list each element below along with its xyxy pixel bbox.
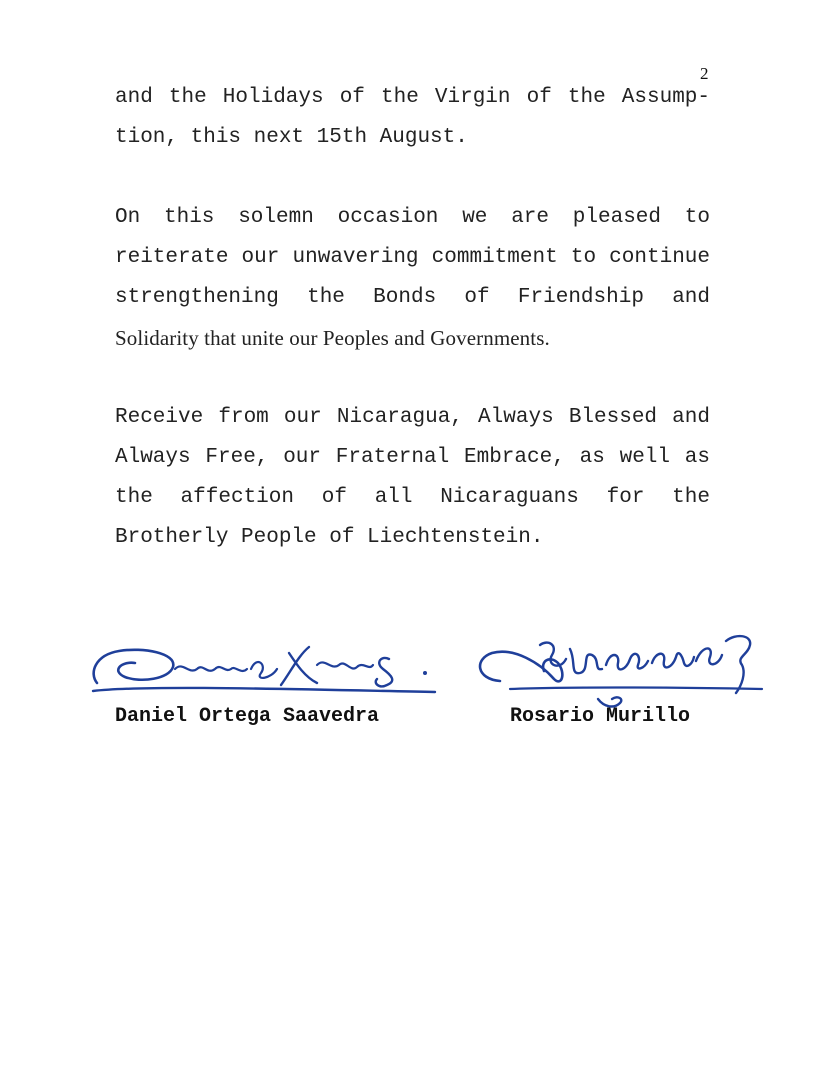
- paragraph-line: Solidarity that unite our Peoples and Governments.: [115, 326, 550, 350]
- paragraph-line: Receive from our Nicaragua, Always Blessed and: [115, 406, 710, 429]
- paragraph-line: reiterate our unwavering commitment to continue: [115, 246, 710, 269]
- paragraph-line: tion, this next 15th August.: [115, 126, 468, 149]
- paragraph-line: and the Holidays of the Virgin of the Assump-: [115, 86, 710, 109]
- signature-ortega: [85, 625, 445, 705]
- signature-murillo: [470, 615, 770, 715]
- paragraph-line: the affection of all Nicaraguans for the: [115, 486, 710, 509]
- signer-name-murillo: Rosario Murillo: [510, 705, 691, 728]
- paragraph-line: Always Free, our Fraternal Embrace, as well as: [115, 446, 710, 469]
- paragraph-holidays: [115, 78, 710, 158]
- paragraph-line: On this solemn occasion we are pleased to: [115, 206, 710, 229]
- paragraph-line: strengthening the Bonds of Friendship and: [115, 286, 710, 309]
- signer-name-ortega: Daniel Ortega Saavedra: [115, 705, 380, 728]
- paragraph-line: Brotherly People of Liechtenstein.: [115, 526, 544, 549]
- paragraph-embrace: [115, 398, 710, 558]
- paragraph-commitment: [115, 198, 710, 358]
- page-number: 2: [700, 64, 709, 83]
